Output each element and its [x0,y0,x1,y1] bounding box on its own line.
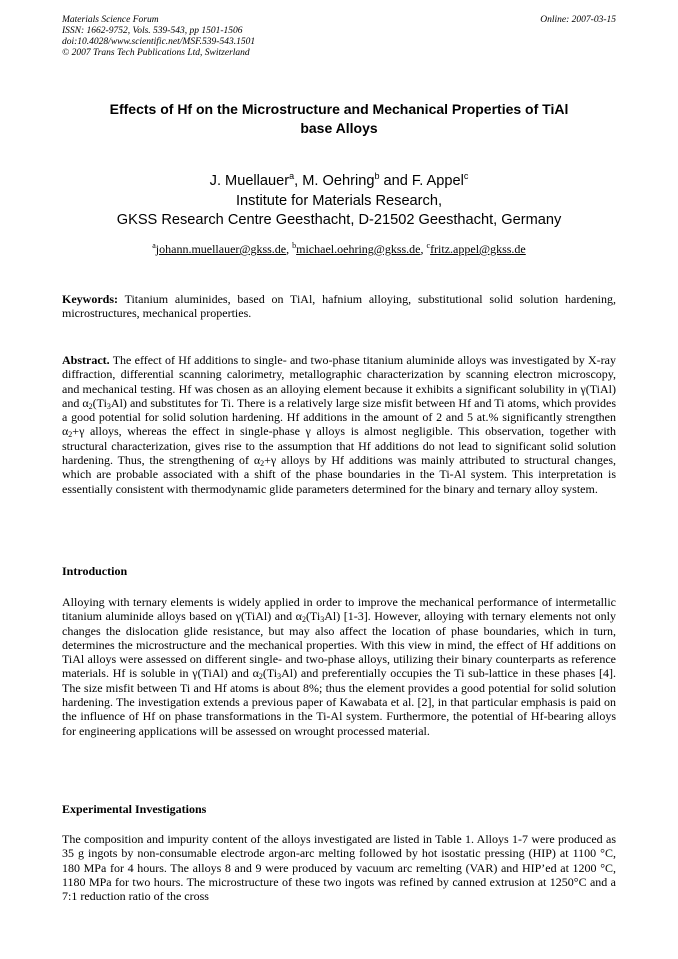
introduction-heading: Introduction [62,564,128,578]
subscript: 3 [106,401,111,411]
author-2: , M. Oehring [294,173,375,189]
email-2-link[interactable]: michael.oehring@gkss.de [296,242,421,256]
doi-line: doi:10.4028/www.scientific.net/MSF.539-543.1501 [62,37,256,47]
experimental-paragraph: The composition and impurity content of the alloys investigated are listed in Table 1. Alloys 1-7 were produced as 35 g ingots by non-consumable electrode argon-arc melting followed by hot isostatic pressing (HIP) at 1100 °C, 180 MPa for 4 hours. The alloys 8 and 9 were produced by vacuum arc remelting (VAR) and HIP’ed at 1200 °C, 1180 MPa for two hours. The microstructure of these two ingots was refined by canned extrusion at 1250°C and a 7:1 reduction ratio of the cross [62,832,616,904]
subscript: 2 [260,459,265,469]
email-1-affil: a [152,241,156,250]
author-3-affil: c [463,171,469,181]
email-1-link[interactable]: johann.muellauer@gkss.de [155,242,287,256]
email-3-affil: c [426,241,431,250]
abstract-text: +γ alloys, whereas the effect in single-phase γ alloys is almost negligible. This observation, together with structural characterization, gives rise to the assumption that Hf additions do not lead to significant solid solution hardening. Thus, the strengthening of α [62,424,616,468]
author-3: and F. Appel [379,173,464,189]
abstract-text: +γ alloys by Hf additions was mainly attributed to structural changes, which are probable associated with a shift of the phase boundaries in the Ti-Al system. This interpretation is essentially consistent with thermodynamic glide parameters determined for the binary and ternary alloy system. [62,453,617,496]
intro-text: (Ti [262,666,278,681]
issn-line: ISSN: 1662-9752, Vols. 539-543, pp 1501-1506 [62,26,243,36]
abstract-text: (Ti [92,395,107,410]
subscript: 2 [301,615,306,625]
research-centre: GKSS Research Centre Geesthacht, D-21502 Geesthacht, Germany [116,212,562,228]
keywords-text: Titanium aluminides, based on TiAl, hafnium alloying, substitutional solid solution hardening, microstructures, mechanical properties. [62,292,616,321]
journal-header [62,15,616,59]
keywords-label: Keywords: [62,292,118,306]
subscript: 2 [88,401,93,411]
author-2-affil: b [374,171,380,181]
title-line-2: base Alloys [300,120,378,136]
journal-name: Materials Science Forum [62,15,159,25]
email-3-link[interactable]: fritz.appel@gkss.de [430,242,526,256]
experimental-heading: Experimental Investigations [62,802,207,816]
keywords-paragraph [62,292,616,321]
author-1: J. Muellauer [209,173,290,189]
email-line: $^a$johann.muellauer@gkss.de, $^b$michael.oehring@gkss.de, $^c$fritz.appel@gkss.de [152,241,526,256]
copyright-line: © 2007 Trans Tech Publications Ltd, Switzerland [62,48,250,58]
intro-text: Al) [1-3]. However, alloying with ternary elements not only changes the dislocation glide resistance, but may also affect the location of phase boundaries, which in turn, determines the microstructure and the mechanical properties. With this view in mind, the effect of Hf additions on TiAl alloys were assessed on different single- and two-phase alloys, utilizing their binary counterparts as reference materials. Hf is soluble in γ(TiAl) and α [62,609,616,681]
subscript: 2 [68,430,73,440]
abstract-text: The effect of Hf additions to single- and two-phase titanium aluminide alloys was investigated by X-ray diffraction, differential scanning calorimetry, metallographic characterization by scanning electron microscopy, and mechanical testing. Hf was chosen as an alloying element because it exhibits a significant solubility in γ(TiAl) and α [62,353,616,410]
abstract-paragraph [62,353,616,496]
subscript: 2 [258,672,263,682]
online-date: Online: 2007-03-15 [540,15,616,25]
subscript: 3 [277,672,282,682]
email-2-affil: b [292,241,297,250]
paper-title [62,100,616,138]
abstract-label: Abstract. [62,353,110,367]
author-block [62,172,616,231]
introduction-paragraph [62,595,616,738]
author-names [62,172,616,192]
author-1-affil: a [289,171,295,181]
abstract-text: Al) and substitutes for Ti. There is a relatively large size misfit between Hf and Ti atoms, which provides a good potential for solid solution hardening. Hf additions in the amount of 2 and 5 at.% significantly strengthen α [62,395,616,439]
institute: Institute for Materials Research, [235,192,442,209]
subscript: 3 [320,615,325,625]
intro-text: (Ti [305,609,321,624]
intro-text: Alloying with ternary elements is widely applied in order to improve the mechanical performance of intermetallic titanium aluminide alloys based on γ(TiAl) and α [62,595,616,624]
intro-text: Al) and preferentially occupies the Ti sub-lattice in these phases [4]. The size misfit between Ti and Hf atoms is about 8%; thus the element provides a good potential for solid solution hardening. The investigation extends a previous paper of Kawabata et al. [2], in that particular emphasis is paid on the influence of Hf on phase transformations in the Ti-Al system. Furthermore, the potential of Hf-bearing alloys for engineering applications will be assessed on wrought processed material. [62,666,616,738]
title-line-1: Effects of Hf on the Microstructure and Mechanical Properties of TiAl [109,101,569,117]
